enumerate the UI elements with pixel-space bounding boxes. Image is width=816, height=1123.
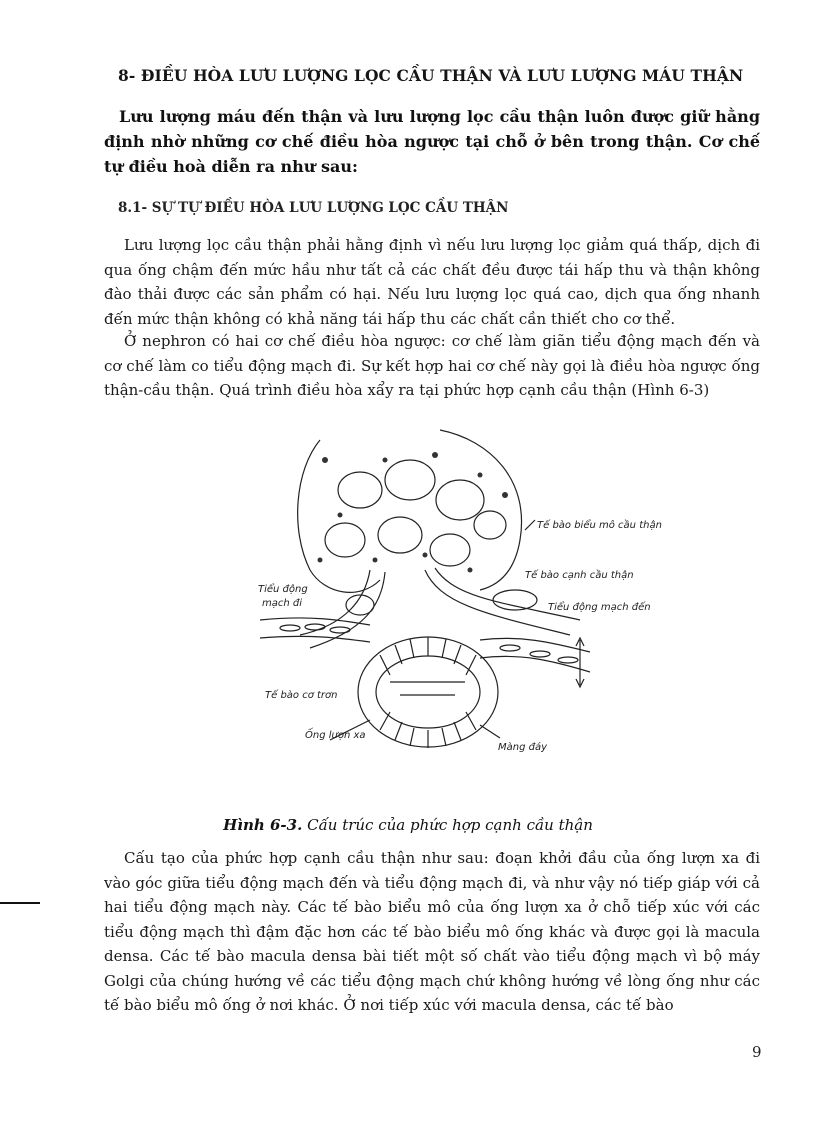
label-smooth-muscle: Tế bào cơ trơn [265,690,338,701]
label-efferent-1: Tiểu động [258,584,308,595]
section-heading: 8- ĐIỀU HÒA LƯU LƯỢNG LỌC CẦU THẬN VÀ LƯU LƯỢNG MÁU THẬN [118,66,744,85]
lead-paragraph: Lưu lượng máu đến thận và lưu lượng lọc cầu thận luôn được giữ hằng định nhờ những cơ chế điều hòa ngược tại chỗ ở bên trong thận. Cơ chế tự điều hoà diễn ra như sau: [104,107,760,176]
label-afferent: Tiểu động mạch đến [548,602,651,613]
label-juxtaglomerular: Tế bào cạnh cầu thận [525,570,634,581]
body-paragraph-3: Cấu tạo của phức hợp cạnh cầu thận như sau: đoạn khởi đầu của ống lượn xa đi vào góc giữa tiểu động mạch đến và tiểu động mạch đi, và như vậy nó tiếp giáp với cả hai tiểu động mạch này. Các tế bào biểu mô của ống lượn xa ở chỗ tiếp xúc với các tiểu động mạch thì đậm đặc hơn các tế bào biểu mô ống khác và được gọi là macula densa. Các tế bào macula densa bài tiết một số chất vào tiểu động mạch vì bộ máy Golgi của chúng hướng về các tiểu động mạch chứ không hướng về lòng ống như các tế bào biểu mô ống ở nơi khác. Ở nơi tiếp xúc với macula densa, các tế bào [104,849,760,1014]
caption-text: Cấu trúc của phức hợp cạnh cầu thận [302,816,593,834]
subsection-heading: 8.1- SỰ TỰ ĐIỀU HÒA LƯU LƯỢNG LỌC CẦU THẬN [118,200,509,216]
page-number: 9 [752,1043,762,1061]
label-basement: Màng đáy [498,742,548,753]
caption-label: Hình 6-3. [223,816,303,834]
figure-caption [0,816,816,834]
body-paragraph-1: Lưu lượng lọc cầu thận phải hằng định vì nếu lưu lượng lọc giảm quá thấp, dịch đi qua ống chậm đến mức hầu như tất cả các chất đều được tái hấp thu và thận không đào thải được các sản phẩm có hại. Nếu lưu lượng lọc quá cao, dịch qua ống nhanh đến mức thận không có khả năng tái hấp thu các chất cần thiết cho cơ thể. [104,236,760,328]
juxtaglomerular-figure [250,420,662,785]
margin-mark [0,902,40,904]
label-distal-tubule: Ống lượn xa [305,730,366,741]
label-efferent-2: mạch đi [262,598,303,609]
label-epithelium: Tế bào biểu mô cầu thận [537,520,662,531]
body-paragraph-2: Ở nephron có hai cơ chế điều hòa ngược: cơ chế làm giãn tiểu động mạch đến và cơ chế làm co tiểu động mạch đi. Sự kết hợp hai cơ chế này gọi là điều hòa ngược ống thận-cầu thận. Quá trình điều hòa xẩy ra tại phức hợp cạnh cầu thận (Hình 6-3) [104,332,760,399]
